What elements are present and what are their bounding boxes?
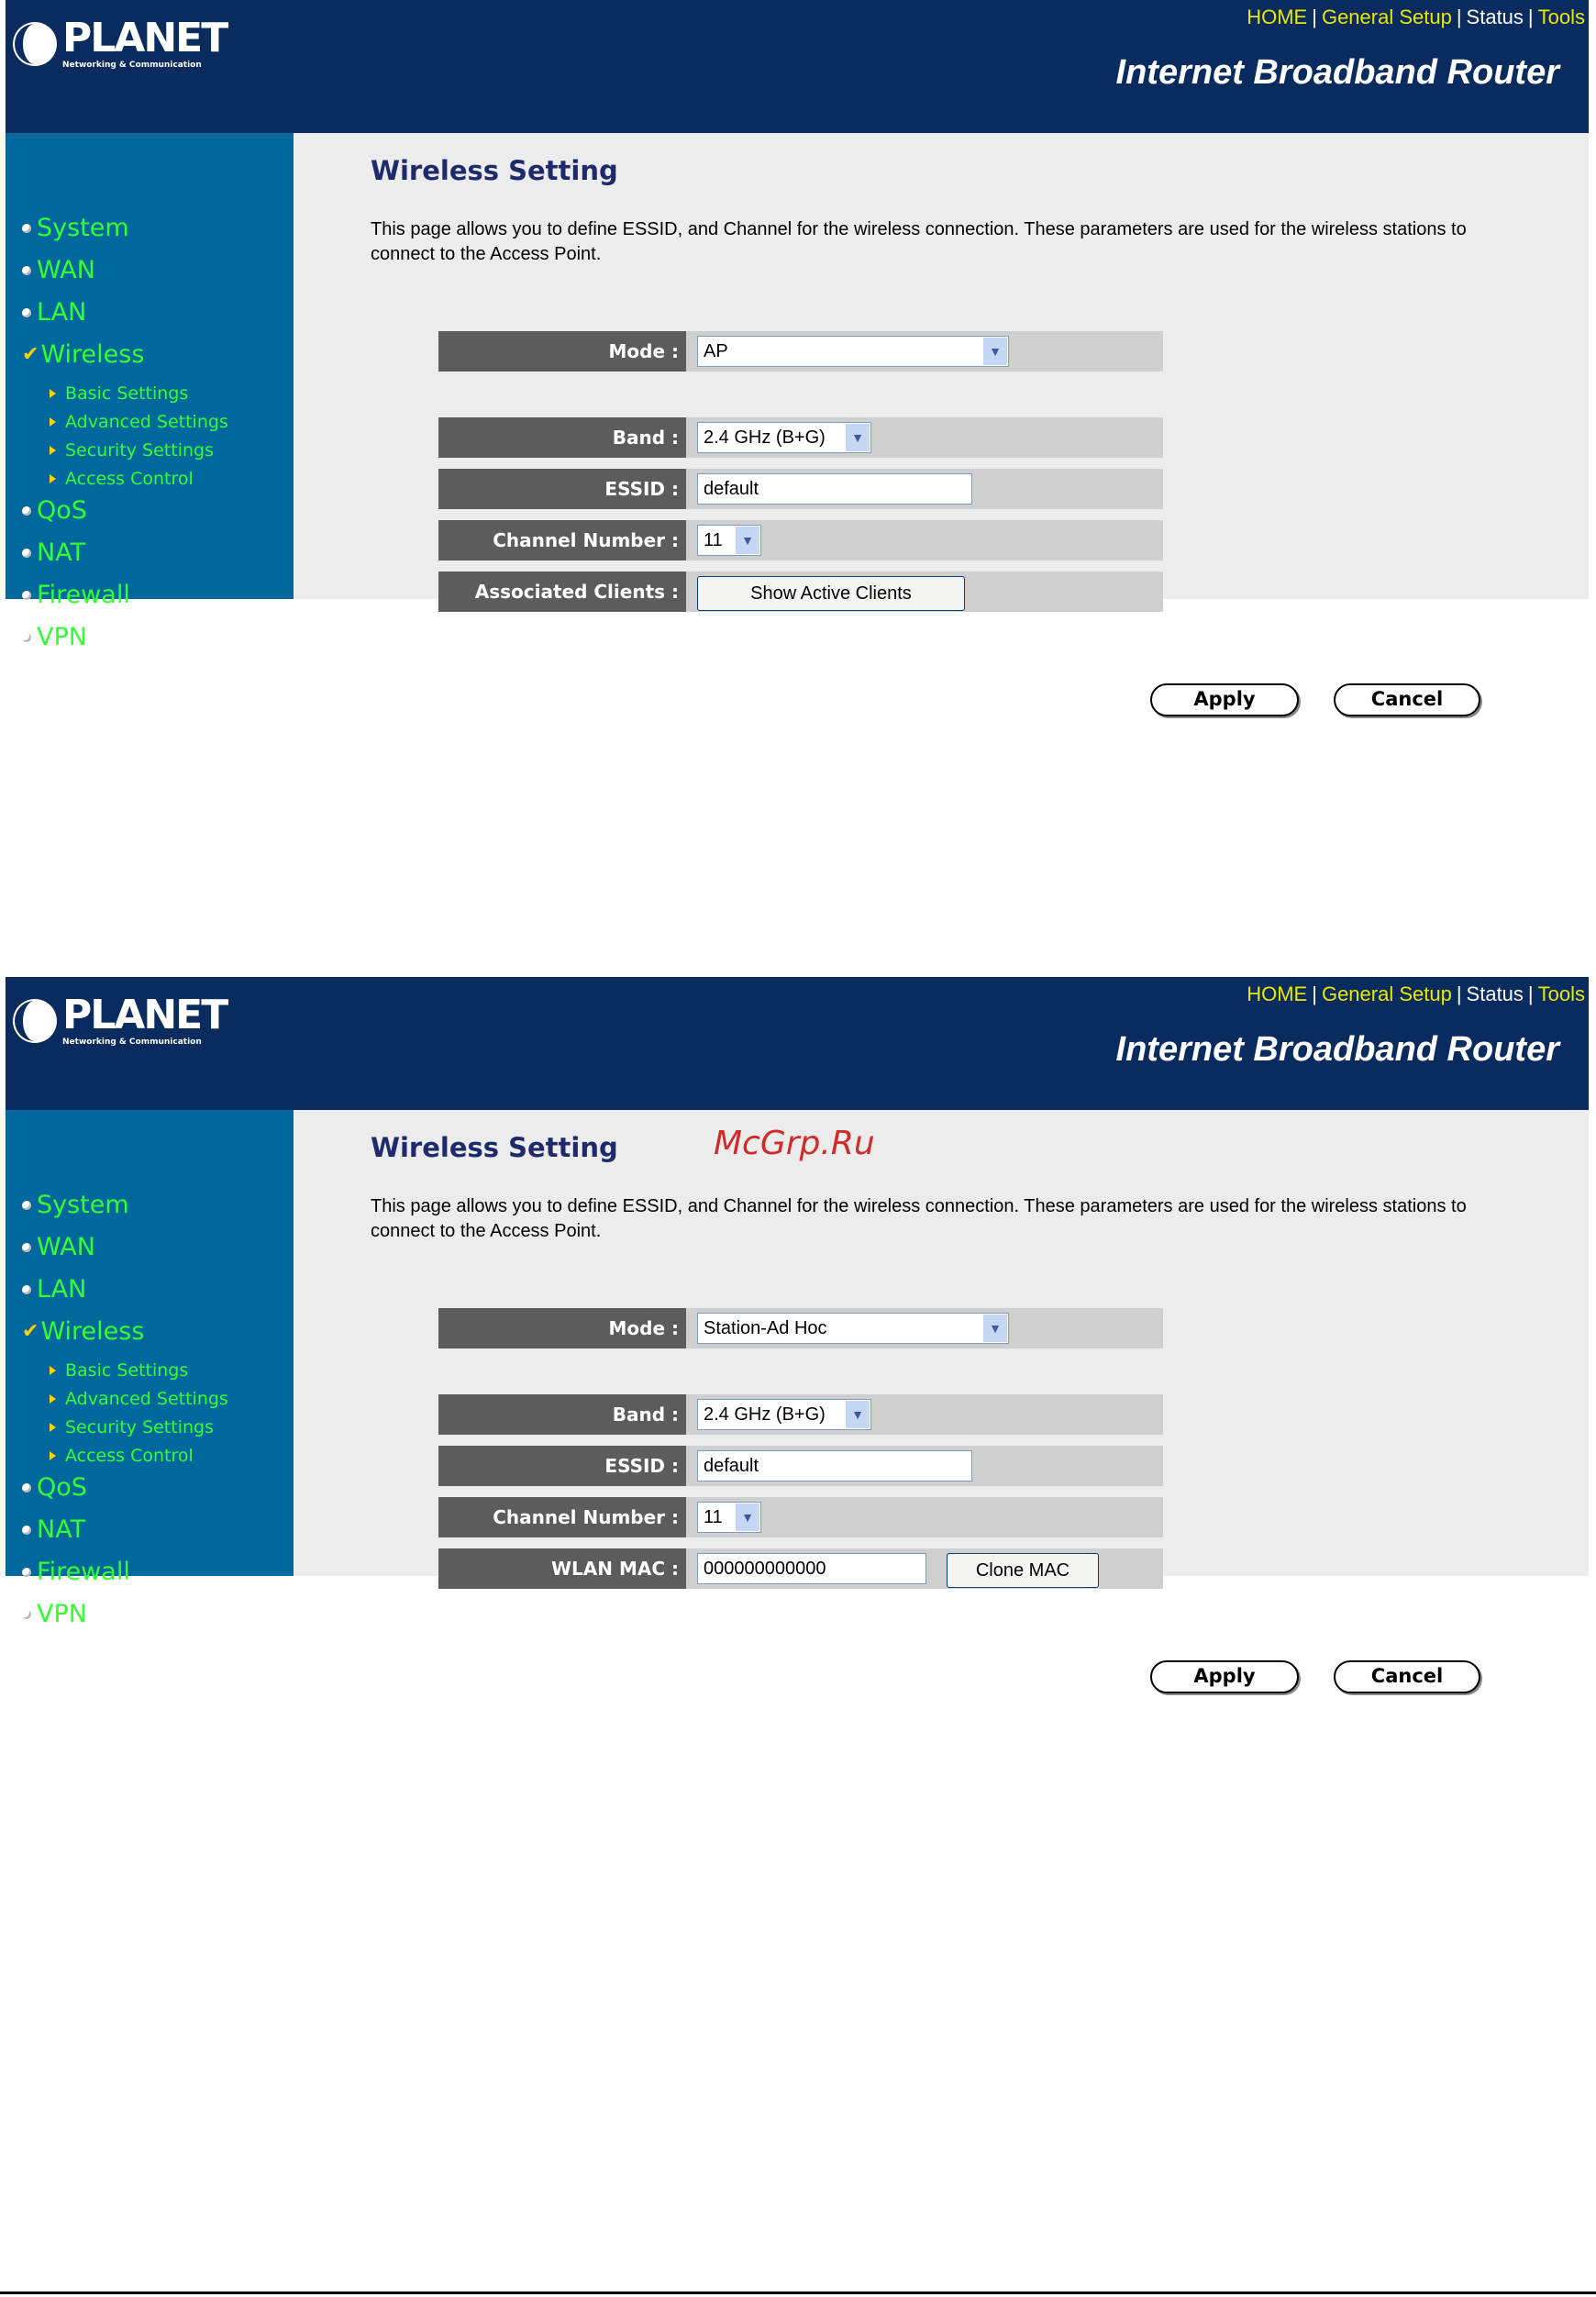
nav-separator: | [1312, 982, 1317, 1005]
brand-tagline: Networking & Communication [62, 61, 202, 70]
mode-label: Mode : [438, 1308, 686, 1348]
brand-name: PLANET [62, 15, 227, 61]
checkmark-icon: ✔ [22, 343, 39, 366]
sidebar-item-label: NAT [37, 1515, 86, 1544]
band-value: 2.4 GHz (B+G) [704, 427, 826, 448]
nav-separator: | [1456, 6, 1462, 28]
sidebar-item-label: QoS [37, 496, 87, 525]
brand-name: PLANET [62, 992, 227, 1038]
sidebar-subitem-advanced-settings[interactable] [50, 412, 228, 432]
sidebar-subitem-access-control[interactable] [50, 1446, 194, 1466]
channel-row [438, 1497, 1163, 1537]
band-label: Band : [438, 417, 686, 458]
sidebar-item-label: Firewall [37, 581, 130, 609]
sidebar-item-wireless[interactable] [22, 340, 144, 369]
watermark: McGrp.Ru [714, 1125, 875, 1162]
sidebar-subitem-label: Advanced Settings [65, 1389, 228, 1409]
sidebar-subitem-basic-settings[interactable] [50, 383, 188, 404]
channel-row [438, 520, 1163, 560]
channel-value: 11 [704, 530, 723, 550]
bullet-icon [22, 549, 31, 558]
apply-button[interactable]: Apply [1150, 683, 1299, 716]
nav-tools-link[interactable]: Tools [1537, 6, 1585, 28]
nav-tools-link[interactable]: Tools [1537, 982, 1585, 1005]
brand-tagline: Networking & Communication [62, 1038, 202, 1047]
checkmark-icon: ✔ [22, 1320, 39, 1343]
channel-select[interactable] [697, 525, 761, 556]
bullet-icon [22, 633, 31, 642]
sidebar-item-qos[interactable] [22, 1473, 87, 1502]
associated-clients-label: Associated Clients : [438, 571, 686, 612]
triangle-right-icon [50, 417, 56, 427]
sidebar-subitem-security-settings[interactable] [50, 1417, 214, 1437]
product-title: Internet Broadband Router [1115, 1030, 1559, 1069]
mode-label: Mode : [438, 331, 686, 372]
bullet-icon [22, 224, 31, 233]
sidebar-item-label: System [37, 214, 129, 242]
nav-home-link[interactable]: HOME [1247, 982, 1308, 1005]
sidebar-item-firewall[interactable] [22, 1558, 130, 1586]
top-nav [1247, 6, 1585, 29]
mode-row [438, 331, 1163, 372]
triangle-right-icon [50, 474, 56, 483]
cancel-button[interactable]: Cancel [1334, 683, 1480, 716]
mode-select[interactable] [697, 1313, 1009, 1344]
sidebar-subitem-label: Basic Settings [65, 383, 189, 404]
chevron-down-icon[interactable]: ▼ [736, 527, 759, 554]
nav-separator: | [1312, 6, 1317, 28]
nav-separator: | [1527, 6, 1534, 28]
sidebar-item-label: Wireless [40, 1317, 145, 1346]
sidebar-item-label: WAN [37, 1233, 95, 1261]
band-label: Band : [438, 1394, 686, 1435]
planet-logo[interactable] [11, 17, 227, 72]
triangle-right-icon [50, 446, 56, 455]
sidebar-item-vpn[interactable] [22, 623, 87, 651]
cancel-button[interactable]: Cancel [1334, 1660, 1480, 1693]
nav-status-link[interactable]: Status [1466, 982, 1524, 1005]
sidebar-item-wireless[interactable] [22, 1317, 144, 1346]
sidebar-item-wan[interactable] [22, 256, 95, 284]
channel-value: 11 [704, 1507, 723, 1527]
sidebar-subitem-security-settings[interactable] [50, 440, 214, 461]
essid-label: ESSID : [438, 1446, 686, 1486]
sidebar-subitem-label: Security Settings [65, 440, 214, 461]
essid-row [438, 469, 1163, 509]
sidebar-item-label: Firewall [37, 1558, 130, 1586]
essid-input[interactable]: default [697, 473, 972, 505]
sidebar-item-label: NAT [37, 538, 86, 567]
planet-logo[interactable] [11, 993, 227, 1049]
apply-button[interactable]: Apply [1150, 1660, 1299, 1693]
mode-select[interactable] [697, 336, 1009, 367]
sidebar-item-label: LAN [37, 1275, 87, 1304]
sidebar-item-lan[interactable] [22, 298, 86, 327]
sidebar-item-label: LAN [37, 298, 87, 327]
sidebar [6, 133, 294, 651]
sidebar-item-label: QoS [37, 1473, 87, 1502]
bullet-icon [22, 506, 31, 516]
triangle-right-icon [50, 1394, 56, 1404]
band-row [438, 417, 1163, 458]
bullet-icon [22, 1243, 31, 1252]
band-value: 2.4 GHz (B+G) [704, 1404, 826, 1425]
associated-clients-row [438, 571, 1163, 612]
sidebar [6, 1110, 294, 1628]
sidebar-item-label: VPN [37, 623, 87, 651]
mode-value: AP [704, 341, 728, 361]
bullet-icon [22, 1285, 31, 1294]
sidebar-item-nat[interactable] [22, 1515, 85, 1544]
header-banner [6, 977, 1589, 1110]
show-active-clients-button[interactable]: Show Active Clients [697, 576, 965, 611]
sidebar-subitem-label: Security Settings [65, 1417, 214, 1437]
main-content [294, 133, 1589, 710]
band-select[interactable] [697, 1399, 871, 1430]
channel-label: Channel Number : [438, 1497, 686, 1537]
sidebar-item-qos[interactable] [22, 496, 87, 525]
nav-separator: | [1456, 982, 1462, 1005]
page-title: Wireless Setting [371, 155, 618, 186]
chevron-down-icon[interactable]: ▼ [983, 338, 1007, 365]
planet-logo-icon [11, 997, 59, 1045]
sidebar-subitem-access-control[interactable] [50, 469, 194, 489]
nav-separator: | [1527, 982, 1534, 1005]
chevron-down-icon[interactable]: ▼ [736, 1504, 759, 1531]
sidebar-subitem-label: Access Control [65, 469, 194, 489]
bullet-icon [22, 1526, 31, 1535]
product-title: Internet Broadband Router [1115, 53, 1559, 92]
band-row [438, 1394, 1163, 1435]
screenshot-ap-mode [6, 0, 1589, 710]
page-description: This page allows you to define ESSID, and Channel for the wireless connection. These parameters are used for the wireless stations to connect to the Access Point. [371, 219, 1467, 264]
sidebar-item-lan[interactable] [22, 1275, 86, 1304]
chevron-down-icon[interactable]: ▼ [846, 424, 870, 451]
sidebar-item-label: Wireless [40, 340, 145, 369]
sidebar-item-label: VPN [37, 1600, 87, 1628]
page-title: Wireless Setting [371, 1132, 618, 1163]
sidebar-item-system[interactable] [22, 214, 129, 242]
sidebar-subitem-label: Access Control [65, 1446, 194, 1466]
bullet-icon [22, 1568, 31, 1577]
band-select[interactable] [697, 422, 871, 453]
triangle-right-icon [50, 1423, 56, 1432]
sidebar-item-nat[interactable] [22, 538, 85, 567]
nav-general-setup-link[interactable]: General Setup [1321, 6, 1452, 28]
sidebar-item-system[interactable] [22, 1191, 129, 1219]
channel-label: Channel Number : [438, 520, 686, 560]
chevron-down-icon[interactable]: ▼ [983, 1315, 1007, 1342]
sidebar-subitem-label: Basic Settings [65, 1360, 189, 1381]
bullet-icon [22, 1201, 31, 1210]
planet-logo-icon [11, 20, 59, 68]
nav-general-setup-link[interactable]: General Setup [1321, 982, 1452, 1005]
sidebar-subitem-advanced-settings[interactable] [50, 1389, 228, 1409]
triangle-right-icon [50, 1451, 56, 1460]
mode-row [438, 1308, 1163, 1348]
wlan-mac-input[interactable]: 000000000000 [697, 1553, 926, 1584]
essid-input[interactable]: default [697, 1450, 972, 1481]
bullet-icon [22, 591, 31, 600]
screenshot-station-adhoc-mode [6, 977, 1589, 1687]
sidebar-subitem-basic-settings[interactable] [50, 1360, 188, 1381]
bullet-icon [22, 1483, 31, 1492]
page-description: This page allows you to define ESSID, and Channel for the wireless connection. These parameters are used for the wireless stations to connect to the Access Point. [371, 1196, 1467, 1241]
essid-row [438, 1446, 1163, 1486]
wlan-mac-row [438, 1548, 1163, 1589]
top-nav [1247, 982, 1585, 1006]
bullet-icon [22, 1610, 31, 1619]
sidebar-item-firewall[interactable] [22, 581, 130, 609]
sidebar-item-wan[interactable] [22, 1233, 95, 1261]
bullet-icon [22, 308, 31, 317]
channel-select[interactable] [697, 1502, 761, 1533]
chevron-down-icon[interactable]: ▼ [846, 1401, 870, 1428]
wlan-mac-label: WLAN MAC : [438, 1548, 686, 1589]
sidebar-item-label: WAN [37, 256, 95, 284]
sidebar-item-vpn[interactable] [22, 1600, 87, 1628]
header-banner [6, 0, 1589, 133]
mode-value: Station-Ad Hoc [704, 1318, 827, 1338]
triangle-right-icon [50, 389, 56, 398]
main-content [294, 1110, 1589, 1687]
sidebar-subitem-label: Advanced Settings [65, 412, 228, 432]
essid-label: ESSID : [438, 469, 686, 509]
page-bottom-rule [0, 2291, 1596, 2294]
nav-status-link[interactable]: Status [1466, 6, 1524, 28]
clone-mac-button[interactable]: Clone MAC [947, 1553, 1099, 1588]
sidebar-item-label: System [37, 1191, 129, 1219]
bullet-icon [22, 266, 31, 275]
nav-home-link[interactable]: HOME [1247, 6, 1308, 28]
triangle-right-icon [50, 1366, 56, 1375]
